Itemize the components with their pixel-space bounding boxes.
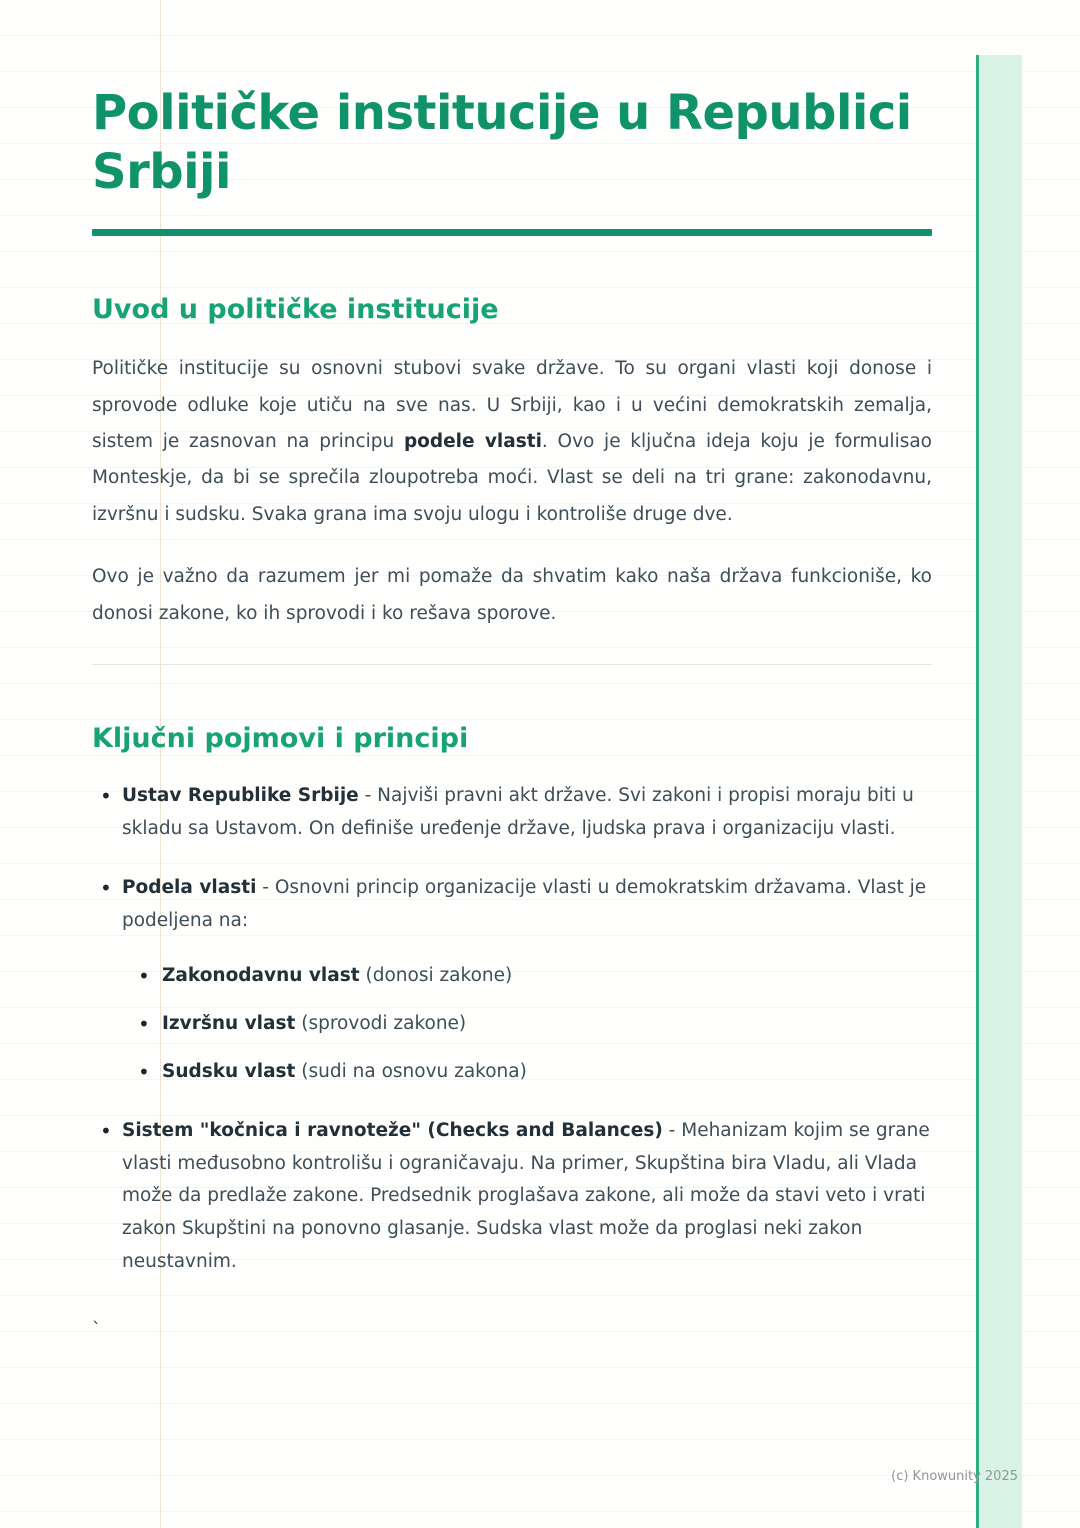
term-izvrsna-text: (sprovodi zakone) — [295, 1012, 467, 1034]
intro-p1-seg2: . Ovo je ključna ideja koju je formulisao Monteskje, da bi se sprečila zloupotreba moći. Vlast se deli na tri grane: zakonodavnu, izvršnu i sudsku. Svaka grana ima svoju ulogu i kontroliše druge dve. — [92, 430, 932, 525]
intro-p1-bold-term: podele vlasti — [403, 430, 542, 452]
term-sudska-text: (sudi na osnovu zakona) — [295, 1060, 527, 1082]
copyright-notice: (c) Knowunity 2025 — [891, 1469, 1018, 1484]
page-title-line2: Srbiji — [92, 143, 231, 200]
term-zakonodavna-text: (donosi zakone) — [359, 964, 513, 986]
term-podela-vlasti-text: - Osnovni princip organizacije vlasti u demokratskim državama. Vlast je podeljena na: — [122, 877, 927, 931]
branches-sublist — [128, 960, 932, 1089]
stray-backtick: ` — [92, 1319, 101, 1341]
list-item-ustav — [92, 780, 932, 846]
section-divider — [92, 664, 932, 665]
list-item-izvrsna — [128, 1008, 932, 1041]
list-item-checks-balances — [92, 1115, 932, 1280]
term-podela-vlasti: Podela vlasti — [122, 877, 257, 898]
section-heading-concepts: Ključni pojmovi i principi — [92, 723, 469, 755]
term-izvrsna: Izvršnu vlast — [162, 1012, 296, 1034]
term-checks-balances-text: - Mehanizam kojim se grane vlasti međusobno kontrolišu i ograničavaju. Na primer, Skupština bira Vladu, ali Vlada može da predlaže zakone. Predsednik proglašava zakone, ali može da stavi veto i vrati zakon Skupštini na ponovno glasanje. Sudska vlast može da proglasi neki zakon neustavnim. — [122, 1119, 930, 1273]
title-rule — [92, 229, 932, 236]
document-content — [92, 84, 932, 1340]
list-item-podela-vlasti — [92, 872, 932, 1089]
page-title — [92, 84, 932, 201]
intro-paragraph-2: Ovo je važno da razumem jer mi pomaže da shvatim kako naša država funkcioniše, ko donosi zakone, ko ih sprovodi i ko rešava sporove. — [92, 566, 932, 624]
term-ustav: Ustav Republike Srbije — [122, 785, 359, 807]
list-item-sudska — [128, 1056, 932, 1089]
term-sudska: Sudsku vlast — [162, 1060, 296, 1082]
intro-paragraph-1 — [92, 351, 932, 533]
term-checks-balances: Sistem "kočnica i ravnoteže" (Checks and Balances) — [122, 1119, 663, 1141]
term-zakonodavna: Zakonodavnu vlast — [162, 964, 360, 986]
term-ustav-text: - Najviši pravni akt države. Svi zakoni i propisi moraju biti u skladu sa Ustavom. On definiše uređenje države, ljudska prava i organizaciju vlasti. — [122, 785, 914, 840]
concepts-list — [92, 780, 932, 1279]
page-title-line1: Političke institucije u Republici — [92, 85, 912, 141]
list-item-zakonodavna — [128, 960, 932, 993]
intro-p1-seg1: Političke institucije su osnovni stubovi svake države. To su organi vlasti koji donose i sprovode odluke koje utiču na sve nas. U Srbiji, kao i u većini demokratskih zemalja, sistem je zasnovan na principu — [92, 358, 932, 452]
side-stripe — [976, 55, 1022, 1528]
section-heading-intro: Uvod u političke institucije — [92, 294, 499, 326]
